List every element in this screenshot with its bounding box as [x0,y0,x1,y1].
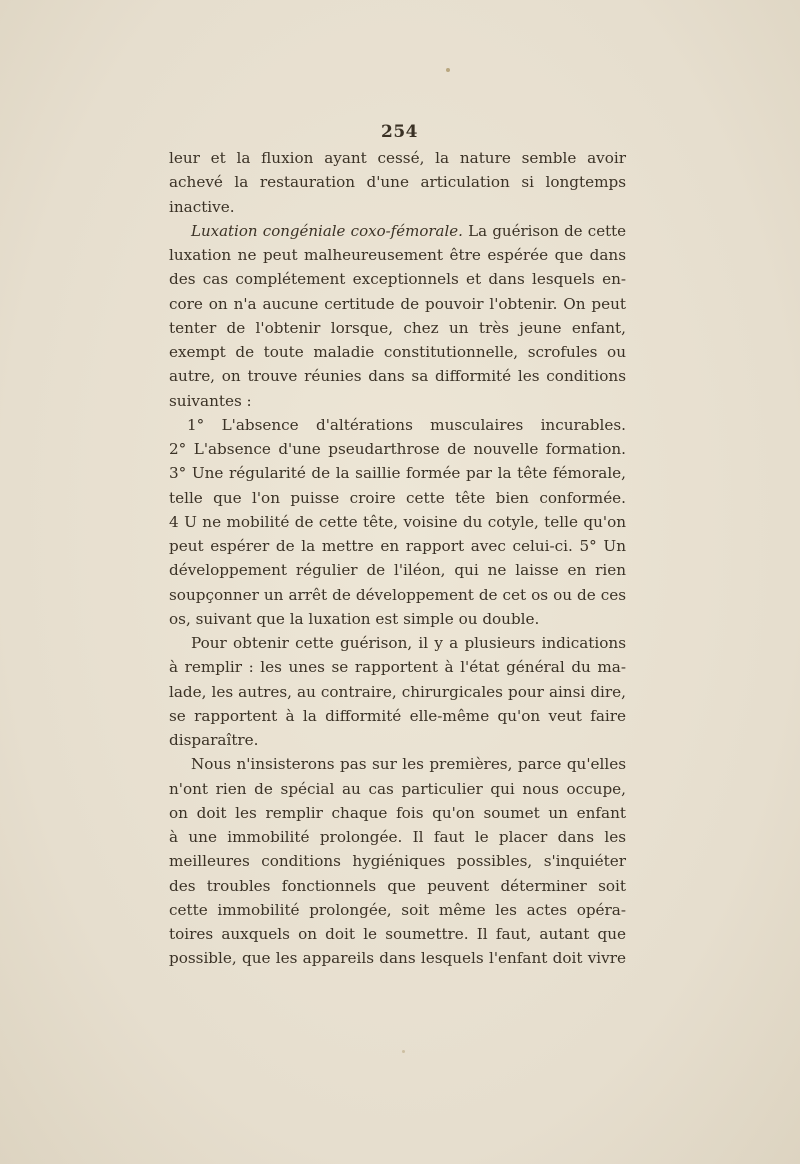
text-line-italic-lead [169,219,626,243]
text-line: à une immobilité prolongée. Il faut le placer dans les [169,828,626,846]
text-line: disparaître. [169,731,259,749]
text-line: lade, les autres, au contraire, chirurgicales pour ainsi dire, [169,682,626,701]
text-line: Nous n'insisterons pas sur les premières, parce qu'elles [191,755,626,774]
text-line: luxation ne peut malheureusement être espérée que dans [169,246,626,264]
text-line: core on n'a aucune certitude de pouvoir l'obtenir. On peut [169,294,626,313]
text-line: à remplir : les unes se rapportent à l'état général du ma- [169,658,626,677]
text-line: exempt de toute maladie constitutionnelle, scrofules ou [169,343,626,361]
body-text [169,146,626,971]
text-line: meilleures conditions hygiéniques possibles, s'inquiéter [169,852,626,871]
text-line: Pour obtenir cette guérison, il y a plusieurs indications [191,634,626,652]
paper-speck [402,1050,405,1053]
text-line: cette immobilité prolongée, soit même les actes opéra- [169,900,626,919]
section-heading-italic: Luxation congéniale coxo-fémorale. [191,221,463,240]
text-line: 2° L'absence d'une pseudarthrose de nouvelle formation. [169,440,626,458]
text-line: telle que l'on puisse croire cette tête bien conformée. [169,488,626,507]
text-line: os, suivant que la luxation est simple ou double. [169,609,540,628]
text-line: possible, que les appareils dans lesquels l'enfant doit vivre [169,949,626,968]
text-line: soupçonner un arrêt de développement de cet os ou de ces [169,585,626,604]
text-line: se rapportent à la difformité elle-même qu'on veut faire [169,706,626,725]
text-line: 1° L'absence d'altérations musculaires incurables. [187,415,626,434]
text-line: inactive. [169,197,235,216]
page-number: 254 [381,122,418,142]
text-line: suivantes : [169,391,252,410]
text-line-rest: La guérison de cette [462,221,627,240]
text-line: des cas complétement exceptionnels et dans lesquels en- [169,270,626,289]
text-line: n'ont rien de spécial au cas particulier qui nous occupe, [169,779,626,798]
text-line: achevé la restauration d'une articulation si longtemps [169,173,626,192]
text-line: peut espérer de la mettre en rapport avec celui-ci. 5° Un [169,537,626,555]
text-line: toires auxquels on doit le soumettre. Il faut, autant que [169,925,626,943]
text-line: leur et la fluxion ayant cessé, la nature semble avoir [169,149,626,167]
paper-speck [446,68,450,72]
text-line: tenter de l'obtenir lorsque, chez un très jeune enfant, [169,318,626,337]
text-line: on doit les remplir chaque fois qu'on soumet un enfant [169,803,626,822]
text-line: autre, on trouve réunies dans sa difformité les conditions [169,367,626,386]
text-line: 3° Une régularité de la saillie formée par la tête fémorale, [169,464,626,483]
text-line: des troubles fonctionnels que peuvent déterminer soit [169,876,626,895]
text-line: développement régulier de l'iléon, qui ne laisse en rien [169,561,626,580]
text-line: 4 U ne mobilité de cette tête, voisine du cotyle, telle qu'on [169,512,626,531]
